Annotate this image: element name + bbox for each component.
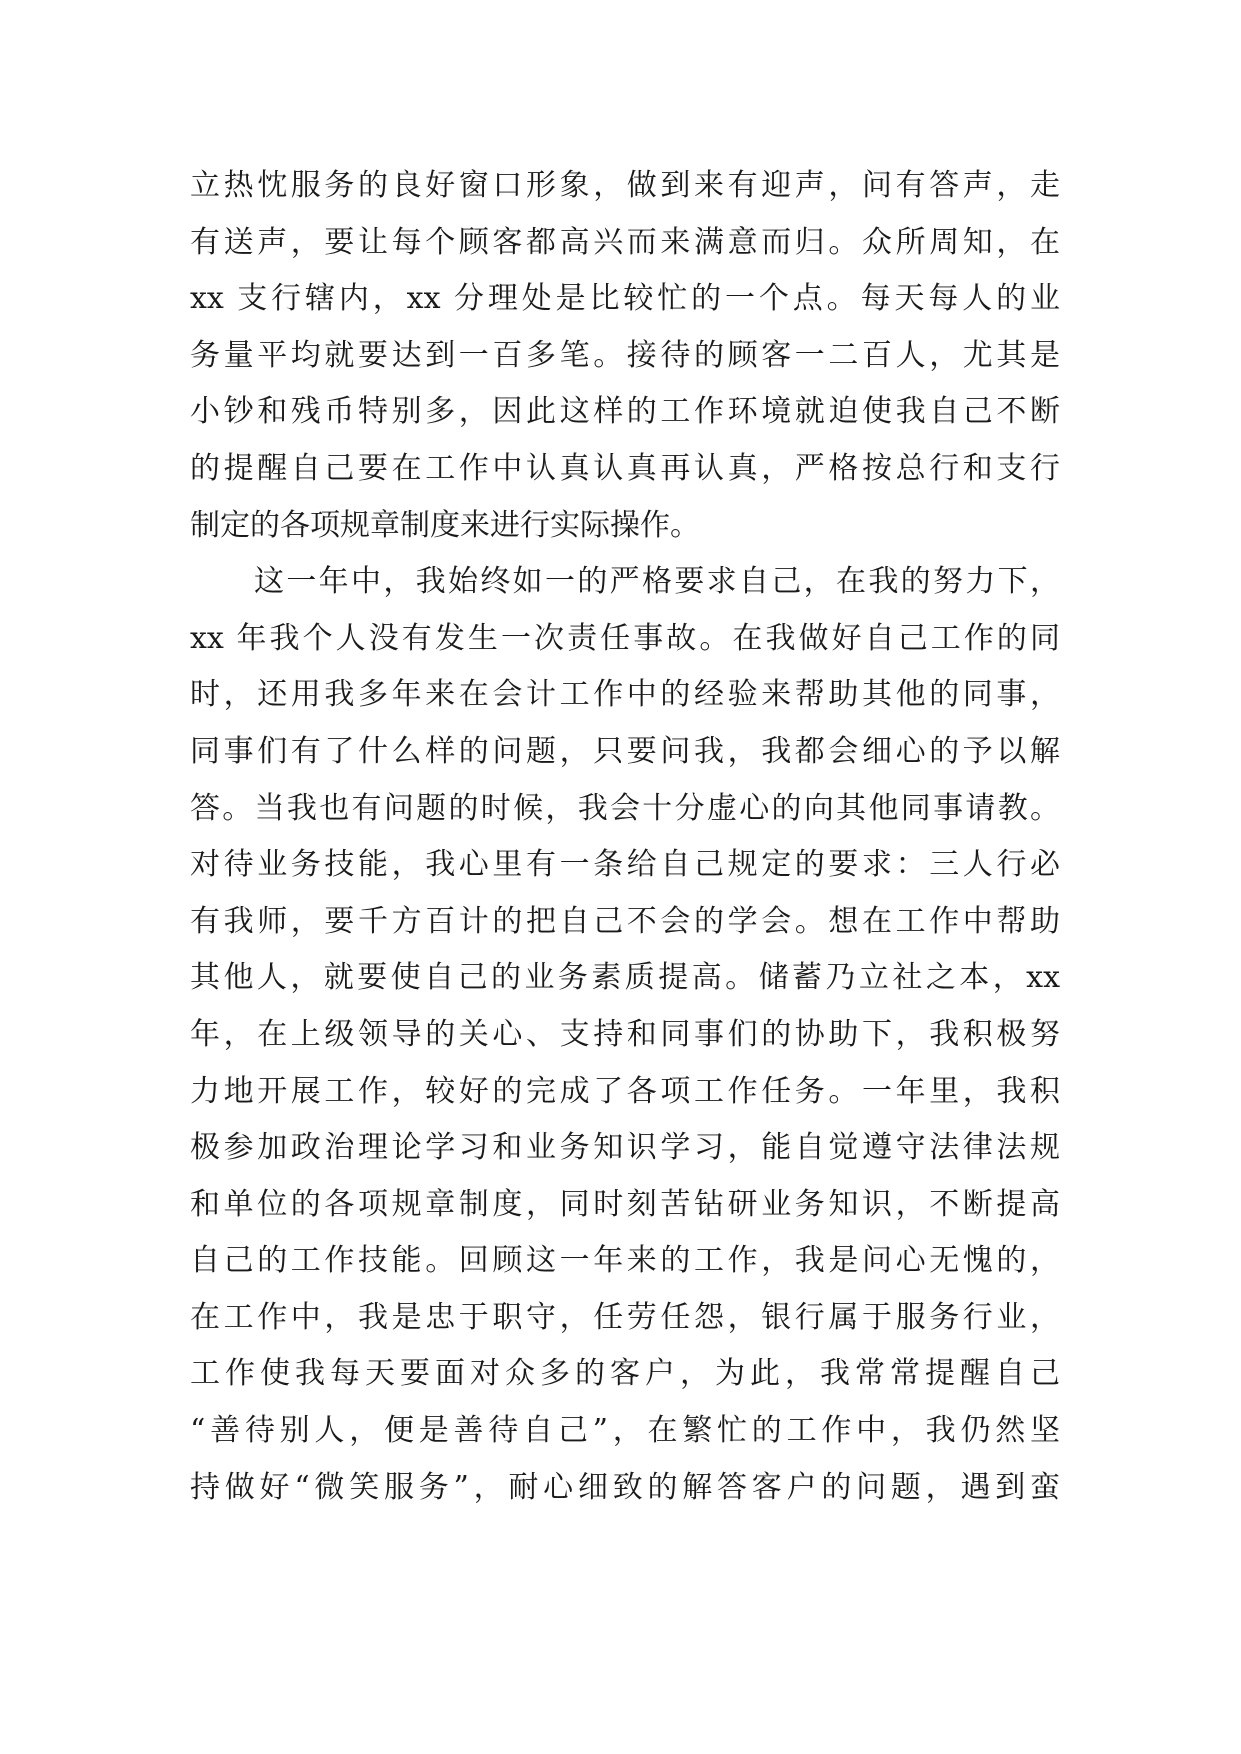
text-line: 立热忱服务的良好窗口形象，做到来有迎声，问有答声，走 — [190, 168, 1060, 203]
text-line: xx 年我个人没有发生一次责任事故。在我做好自己工作的同 — [190, 620, 1060, 656]
text-line: 务量平均就要达到一百多笔。接待的顾客一二百人，尤其是 — [190, 337, 1060, 373]
text-line: 时，还用我多年来在会计工作中的经验来帮助其他的同事， — [190, 677, 1060, 713]
text-line: “善待别人，便是善待自己”，在繁忙的工作中，我仍然坚 — [190, 1413, 1060, 1449]
body-text — [190, 158, 1060, 1516]
text-line: 小钞和残币特别多，因此这样的工作环境就迫使我自己不断 — [190, 394, 1060, 430]
text-line: 在工作中，我是忠于职守，任劳任怨，银行属于服务行业， — [190, 1299, 1060, 1335]
text-line: 和单位的各项规章制度，同时刻苦钻研业务知识，不断提高 — [190, 1186, 1060, 1222]
text-line: 有送声，要让每个顾客都高兴而来满意而归。众所周知，在 — [190, 224, 1060, 260]
text-line: 答。当我也有问题的时候，我会十分虚心的向其他同事请教。 — [190, 790, 1060, 826]
text-line: 对待业务技能，我心里有一条给自己规定的要求：三人行必 — [190, 847, 1060, 883]
text-line: 其他人，就要使自己的业务素质提高。储蓄乃立社之本，xx — [190, 960, 1060, 996]
text-line: 这一年中，我始终如一的严格要求自己，在我的努力下， — [254, 564, 1060, 600]
text-line: 极参加政治理论学习和业务知识学习，能自觉遵守法律法规 — [190, 1130, 1060, 1166]
text-line: 同事们有了什么样的问题，只要问我，我都会细心的予以解 — [190, 733, 1060, 769]
text-line: 工作使我每天要面对众多的客户，为此，我常常提醒自己 — [190, 1356, 1060, 1392]
text-line: 力地开展工作，较好的完成了各项工作任务。一年里，我积 — [190, 1073, 1060, 1109]
text-line: 自己的工作技能。回顾这一年来的工作，我是问心无愧的， — [190, 1243, 1060, 1279]
text-line: 年，在上级领导的关心、支持和同事们的协助下，我积极努 — [190, 1016, 1060, 1052]
text-line: 的提醒自己要在工作中认真认真再认真，严格按总行和支行 — [190, 450, 1060, 486]
text-line: xx 支行辖内，xx 分理处是比较忙的一个点。每天每人的业 — [190, 281, 1060, 317]
text-line: 有我师，要千方百计的把自己不会的学会。想在工作中帮助 — [190, 903, 1060, 939]
text-line: 持做好“微笑服务”，耐心细致的解答客户的问题，遇到蛮 — [190, 1469, 1060, 1505]
text-line: 制定的各项规章制度来进行实际操作。 — [190, 507, 700, 543]
